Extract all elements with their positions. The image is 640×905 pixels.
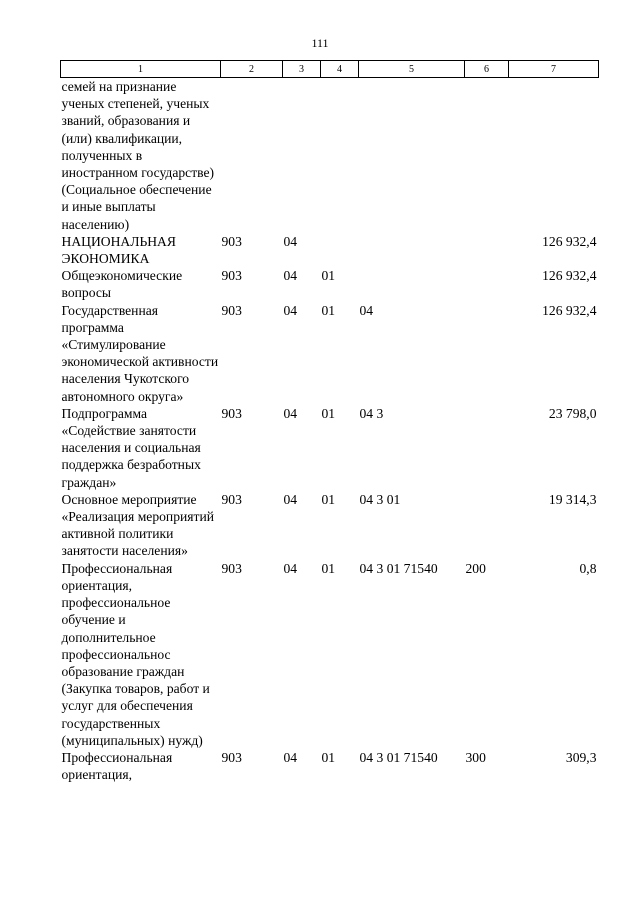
column-number: 2	[221, 61, 283, 78]
amount: 309,3	[565, 749, 597, 765]
expense-type-code: 200	[465, 560, 486, 576]
amount: 126 932,4	[542, 233, 597, 249]
item-name: Профессиональная ориентация,	[61, 749, 173, 783]
ministry-code: 903	[221, 233, 242, 249]
page-number: 111	[311, 36, 329, 50]
section-code	[283, 78, 321, 233]
subsection-code: 01	[321, 491, 336, 507]
table-row	[61, 491, 599, 560]
item-name: Основное мероприятие «Реализация мероприятий активной политики занятости населения»	[61, 491, 215, 559]
section-code: 04	[283, 405, 298, 421]
column-number-row	[61, 61, 599, 78]
ministry-code: 903	[221, 560, 242, 576]
item-name: Государственная программа «Стимулирование экономической активности населения Чукотского автономного округа»	[61, 302, 219, 404]
item-name: Профессиональная ориентация, профессиональное обучение и дополнительное профессиональнос образование граждан (Закупка товаров, работ и услуг для обеспечения государственных (муниципальных) нужд)	[61, 560, 210, 748]
amount: 126 932,4	[542, 268, 597, 284]
table-row	[61, 302, 599, 405]
expense-type-code	[465, 405, 509, 491]
subsection-code: 01	[321, 302, 336, 318]
table-row	[61, 749, 599, 783]
section-code: 04	[283, 560, 298, 576]
section-code: 04	[283, 233, 298, 249]
expense-type-code: 300	[465, 749, 486, 765]
section-code: 04	[283, 749, 298, 765]
column-number: 1	[61, 61, 221, 78]
subsection-code	[321, 78, 359, 233]
ministry-code: 903	[221, 268, 242, 284]
amount: 126 932,4	[542, 302, 597, 318]
column-number: 4	[321, 61, 359, 78]
item-name: семей на признание ученых степеней, ученых званий, образования и (или) квалификации, полученных в иностранном государстве) (Социальное обеспечение и иные выплаты населению)	[61, 79, 215, 232]
target-article-code: 04 3 01 71540	[359, 560, 438, 576]
expense-type-code	[465, 302, 509, 405]
target-article-code: 04 3	[359, 405, 384, 421]
table-row	[61, 405, 599, 491]
target-article-code	[359, 78, 465, 233]
expense-type-code	[465, 233, 509, 267]
subsection-code	[321, 233, 359, 267]
subsection-code: 01	[321, 405, 336, 421]
subsection-code: 01	[321, 560, 336, 576]
table-row	[61, 78, 599, 233]
amount: 23 798,0	[548, 405, 597, 421]
ministry-code: 903	[221, 491, 242, 507]
ministry-code: 903	[221, 749, 242, 765]
table-row	[61, 560, 599, 749]
amount	[509, 78, 599, 233]
target-article-code: 04 3 01	[359, 491, 401, 507]
item-name: НАЦИОНАЛЬНАЯ ЭКОНОМИКА	[61, 233, 176, 267]
ministry-code	[221, 78, 283, 233]
column-number: 6	[465, 61, 509, 78]
target-article-code: 04 3 01 71540	[359, 749, 438, 765]
column-number: 5	[359, 61, 465, 78]
amount: 0,8	[579, 560, 597, 576]
amount: 19 314,3	[548, 491, 597, 507]
budget-table	[60, 60, 599, 783]
subsection-code: 01	[321, 268, 336, 284]
expense-type-code	[465, 78, 509, 233]
section-code: 04	[283, 491, 298, 507]
item-name: Подпрограмма «Содействие занятости населения и социальная поддержка безработных граждан»	[61, 405, 201, 490]
item-name: Общеэкономические вопросы	[61, 268, 183, 301]
section-code: 04	[283, 268, 298, 284]
expense-type-code	[465, 267, 509, 301]
ministry-code: 903	[221, 302, 242, 318]
subsection-code: 01	[321, 749, 336, 765]
column-number: 7	[509, 61, 599, 78]
section-code: 04	[283, 302, 298, 318]
table-row	[61, 267, 599, 301]
table-row	[61, 233, 599, 267]
target-article-code	[359, 233, 465, 267]
expense-type-code	[465, 491, 509, 560]
target-article-code: 04	[359, 302, 374, 318]
ministry-code: 903	[221, 405, 242, 421]
column-number: 3	[283, 61, 321, 78]
target-article-code	[359, 267, 465, 301]
